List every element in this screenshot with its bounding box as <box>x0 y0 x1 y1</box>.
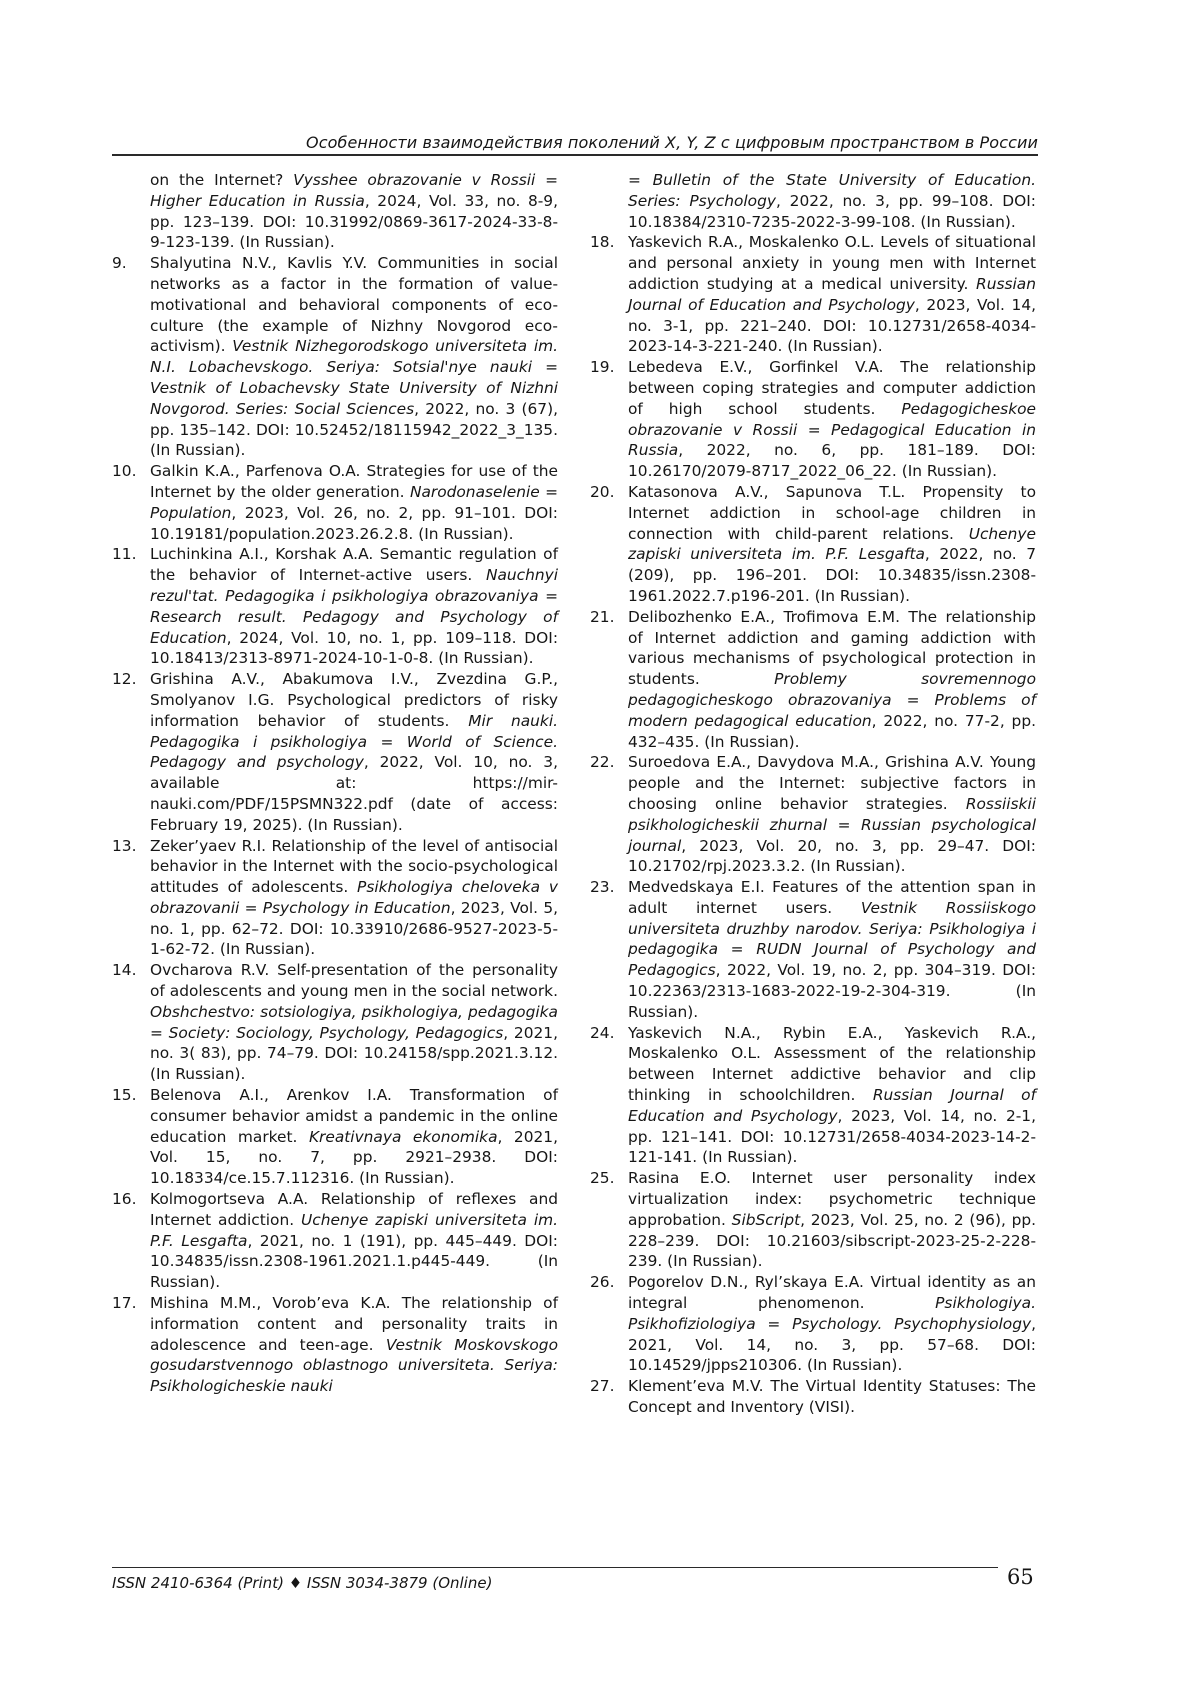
reference-text: Klement’eva M.V. The Virtual Identity Statuses: The Concept and Inventory (VISI). <box>628 1377 1036 1417</box>
reference-text: Yaskevich N.A., Rybin E.A., Yaskevich R.A., Moskalenko O.L. Assessment of the relationship between Internet addictive behavior and clip thinking in schoolchildren. Russian Journal of Education and Psychology, 2023, Vol. 14, no. 2-1, pp. 121–141. DOI: 10.12731/2658-4034-2023-14-2-121-141. (In Russian). <box>628 1023 1036 1167</box>
reference-text: Mishina M.M., Vorob’eva K.A. The relationship of information content and personality traits in adolescence and teen-age. Vestnik Moskovskogo gosudarstvennogo oblastnogo universiteta. Seriya: Psikhologicheskie nauki <box>150 1294 558 1396</box>
reference-continuation <box>590 170 1036 232</box>
reference-text: = Bulletin of the State University of Education. Series: Psychology, 2022, no. 3, pp. 99–108. DOI: 10.18384/2310-7235-2022-3-99-108. (In Russian). <box>628 171 1036 231</box>
reference-text: Luchinkina A.I., Korshak A.A. Semantic regulation of the behavior of Internet-active users. Nauchnyi rezul'tat. Pedagogika i psikhologiya obrazovaniya = Research result. Pedagogy and Psychology of Education, 2024, Vol. 10, no. 1, pp. 109–118. DOI: 10.18413/2313-8971-2024-10-1-0-8. (In Russian). <box>150 545 558 668</box>
reference-item <box>112 1293 558 1397</box>
reference-text: Yaskevich R.A., Moskalenko O.L. Levels of situational and personal anxiety in young men with Internet addiction studying at a medical university. Russian Journal of Education and Psychology, 2023, Vol. 14, no. 3-1, pp. 221–240. DOI: 10.12731/2658-4034-2023-14-3-221-240. (In Russian). <box>628 233 1037 356</box>
issn-footer: ISSN 2410-6364 (Print) ♦ ISSN 3034-3879 (Online) <box>112 1574 493 1592</box>
header-rule <box>112 154 1038 156</box>
reference-number: 22. <box>590 753 615 772</box>
reference-text: Shalyutina N.V., Kavlis Y.V. Communities in social networks as a factor in the formation of value-motivational and behavioral components of eco-culture (the example of Nizhny Novgorod eco-activism). Vestnik Nizhegorodskogo universiteta im. N.I. Lobachevskogo. Seriya: Sotsial'nye nauki = Vestnik of Lobachevsky State University of Nizhni Novgorod. Series: Social Sciences, 2022, no. 3 (67), pp. 135–142. DOI: 10.52452/18115942_2022_3_135. (In Russian). <box>150 254 558 460</box>
reference-number: 13. <box>112 836 137 855</box>
reference-number: 9. <box>112 254 127 273</box>
reference-text: Medvedskaya E.I. Features of the attention span in adult internet users. Vestnik Rossiiskogo universiteta druzhby narodov. Seriya: Psikhologiya i pedagogika = RUDN Journal of Psychology and Pedagogics, 2022, Vol. 19, no. 2, pp. 304–319. DOI: 10.22363/2313-1683-2022-19-2-304-319. (In Russian). <box>628 878 1036 1021</box>
reference-text: Pogorelov D.N., Ryl’skaya E.A. Virtual identity as an integral phenomenon. Psikhologiya. Psikhofiziologiya = Psychology. Psychophysiology, 2021, Vol. 14, no. 3, pp. 57–68. DOI: 10.14529/jpps210306. (In Russian). <box>628 1273 1036 1375</box>
reference-item <box>112 960 558 1085</box>
references-left-column <box>112 170 558 1397</box>
reference-number: 25. <box>590 1169 615 1188</box>
reference-number: 14. <box>112 961 137 980</box>
reference-text: Galkin K.A., Parfenova O.A. Strategies for use of the Internet by the older generation. Narodonaselenie = Population, 2023, Vol. 26, no. 2, pp. 91–101. DOI: 10.19181/population.2023.26.2.8. (In Russian). <box>150 462 558 543</box>
reference-number: 10. <box>112 462 137 481</box>
reference-item <box>112 1085 558 1189</box>
reference-item <box>112 461 558 544</box>
reference-number: 23. <box>590 878 615 897</box>
reference-item <box>590 232 1036 357</box>
reference-text: Suroedova E.A., Davydova M.A., Grishina A.V. Young people and the Internet: subjective factors in choosing online behavior strategies. Rossiiskii psikhologicheskii zhurnal = Russian psychological journal, 2023, Vol. 20, no. 3, pp. 29–47. DOI: 10.21702/rpj.2023.3.2. (In Russian). <box>628 753 1036 876</box>
reference-number: 15. <box>112 1086 137 1105</box>
references-right-column <box>590 170 1036 1418</box>
reference-item <box>590 752 1036 877</box>
reference-item <box>112 836 558 961</box>
reference-number: 16. <box>112 1190 137 1209</box>
reference-item <box>112 544 558 669</box>
reference-item <box>590 877 1036 1023</box>
reference-text: Katasonova A.V., Sapunova T.L. Propensity to Internet addiction in school-age children in connection with child-parent relations. Uchenye zapiski universiteta im. P.F. Lesgafta, 2022, no. 7 (209), pp. 196–201. DOI: 10.34835/issn.2308-1961.2022.7.p196-201. (In Russian). <box>628 482 1036 605</box>
reference-text: Kolmogortseva A.A. Relationship of reflexes and Internet addiction. Uchenye zapiski universiteta im. P.F. Lesgafta, 2021, no. 1 (191), pp. 445–449. DOI: 10.34835/issn.2308-1961.2021.1.p445-449. (In Russian). <box>150 1190 558 1292</box>
reference-number: 20. <box>590 482 615 501</box>
footer-rule <box>112 1567 998 1568</box>
reference-number: 17. <box>112 1294 137 1313</box>
reference-continuation <box>112 170 558 253</box>
reference-text: Lebedeva E.V., Gorfinkel V.A. The relationship between coping strategies and computer addiction of high school students. Pedagogicheskoe obrazovanie v Rossii = Pedagogical Education in Russia, 2022, no. 6, pp. 181–189. DOI: 10.26170/2079-8717_2022_06_22. (In Russian). <box>628 358 1036 481</box>
reference-number: 21. <box>590 607 615 626</box>
page-number: 65 <box>1007 1565 1034 1589</box>
reference-item <box>590 1376 1036 1418</box>
reference-number: 18. <box>590 233 615 252</box>
reference-item <box>112 669 558 835</box>
reference-number: 27. <box>590 1377 615 1396</box>
reference-text: Ovcharova R.V. Self-presentation of the personality of adolescents and young men in the social network. Obshchestvo: sotsiologiya, psikhologiya, pedagogika = Society: Sociology, Psychology, Pedagogics, 2021, no. 3( 83), pp. 74–79. DOI: 10.24158/spp.2021.3.12. (In Russian). <box>150 961 558 1084</box>
reference-text: Rasina E.O. Internet user personality index virtualization index: psychometric technique approbation. SibScript, 2023, Vol. 25, no. 2 (96), pp. 228–239. DOI: 10.21603/sibscript-2023-25-2-228-239. (In Russian). <box>628 1169 1037 1271</box>
running-header: Особенности взаимодействия поколений X, Y, Z с цифровым пространством в России <box>306 133 1038 152</box>
reference-item <box>590 357 1036 482</box>
reference-number: 12. <box>112 670 137 689</box>
reference-number: 11. <box>112 545 137 564</box>
reference-item <box>590 1023 1036 1169</box>
reference-text: Belenova A.I., Arenkov I.A. Transformation of consumer behavior amidst a pandemic in the online education market. Kreativnaya ekonomika, 2021, Vol. 15, no. 7, pp. 2921–2938. DOI: 10.18334/ce.15.7.112316. (In Russian). <box>150 1086 558 1188</box>
reference-item <box>590 1168 1036 1272</box>
reference-item <box>112 253 558 461</box>
reference-item <box>590 1272 1036 1376</box>
reference-text: on the Internet? Vysshee obrazovanie v Rossii = Higher Education in Russia, 2024, Vol. 33, no. 8-9, pp. 123–139. DOI: 10.31992/0869-3617-2024-33-8-9-123-139. (In Russian). <box>150 171 558 252</box>
reference-text: Zeker’yaev R.I. Relationship of the level of antisocial behavior in the Internet with the socio-psychological attitudes of adolescents. Psikhologiya cheloveka v obrazovanii = Psychology in Education, 2023, Vol. 5, no. 1, pp. 62–72. DOI: 10.33910/2686-9527-2023-5-1-62-72. (In Russian). <box>150 836 559 959</box>
reference-number: 24. <box>590 1023 615 1042</box>
reference-text: Grishina A.V., Abakumova I.V., Zvezdina G.P., Smolyanov I.G. Psychological predictors of risky information behavior of students. Mir nauki. Pedagogika i psikhologiya = World of Science. Pedagogy and psychology, 2022, Vol. 10, no. 3, available at: https://mir-nauki.com/PDF/15PSMN322.pdf (date of access: February 19, 2025). (In Russian). <box>150 670 558 834</box>
reference-item <box>590 482 1036 607</box>
reference-number: 26. <box>590 1273 615 1292</box>
reference-number: 19. <box>590 358 615 377</box>
reference-text: Delibozhenko E.A., Trofimova E.M. The relationship of Internet addiction and gaming addiction with various mechanisms of psychological protection in students. Problemy sovremennogo pedagogicheskogo obrazovaniya = Problems of modern pedagogical education, 2022, no. 77-2, pp. 432–435. (In Russian). <box>628 607 1036 751</box>
reference-item <box>112 1189 558 1293</box>
reference-item <box>590 607 1036 753</box>
